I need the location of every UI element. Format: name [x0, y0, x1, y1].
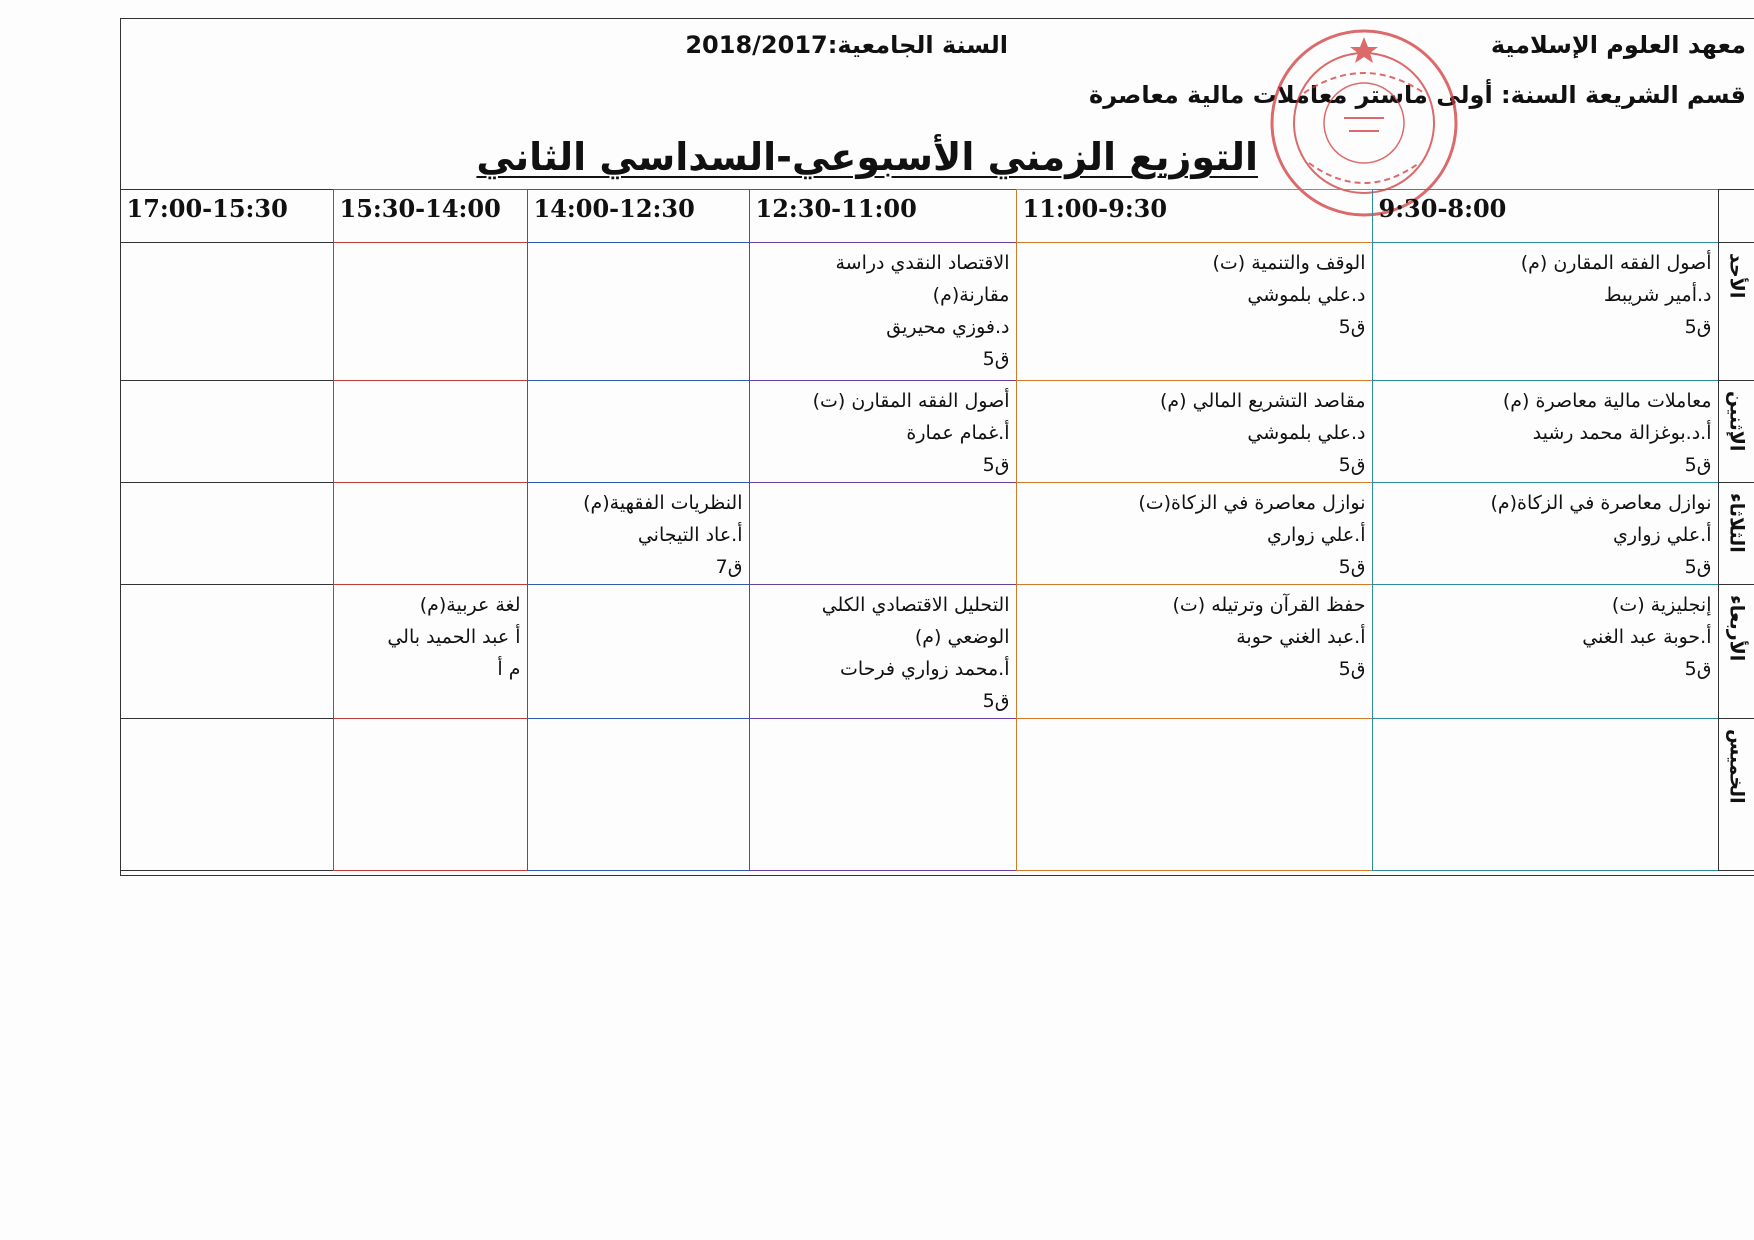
cell-line: أ.عبد الغني حوبة [1236, 626, 1366, 648]
time-slot: 12:30-11:00 [749, 190, 1016, 243]
cell-line: د.علي بلموشي [1247, 284, 1366, 306]
cell-line: ق5 [982, 454, 1010, 476]
cell-line: حفظ القرآن وترتيله (ت) [1172, 594, 1366, 616]
schedule-cell [1016, 719, 1372, 871]
time-slot: 15:30-14:00 [333, 190, 527, 243]
schedule-cell [333, 719, 527, 871]
day-row [120, 381, 1754, 483]
day-cell [1718, 243, 1754, 381]
cell-line: الوقف والتنمية (ت) [1212, 252, 1366, 274]
schedule-cell [527, 381, 749, 483]
cell-line: معاملات مالية معاصرة (م) [1502, 390, 1712, 412]
day-label: الأحد [1725, 253, 1748, 299]
schedule-cell [527, 483, 749, 585]
schedule-cell [527, 585, 749, 719]
schedule-title: التوزيع الزمني الأسبوعي-السداسي الثاني [476, 135, 1258, 179]
cell-line: أصول الفقه المقارن (ت) [812, 390, 1010, 412]
institute-name: معهد العلوم الإسلامية [1490, 31, 1746, 59]
schedule-cell [1372, 381, 1718, 483]
cell-line: النظريات الفقهية(م) [583, 492, 743, 514]
cell-line: إنجليزية (ت) [1611, 594, 1712, 616]
schedule-cell [333, 585, 527, 719]
cell-line: أ.عاد التيجاني [637, 524, 743, 546]
cell-line: د.فوزي محيريق [886, 316, 1010, 338]
cell-line: د.أمير شريبط [1603, 284, 1712, 306]
time-slot: 17:00-15:30 [120, 190, 333, 243]
schedule-cell [120, 585, 333, 719]
schedule-cell [749, 585, 1016, 719]
day-label: الخميس [1725, 729, 1748, 804]
cell-line: م أ [497, 658, 521, 680]
cell-line: نوازل معاصرة في الزكاة(م) [1490, 492, 1712, 514]
day-cell [1718, 381, 1754, 483]
cell-line: مقاصد التشريع المالي (م) [1160, 390, 1366, 412]
cell-line: ق5 [1338, 454, 1366, 476]
schedule-cell [1016, 243, 1372, 381]
day-row [120, 719, 1754, 871]
day-cell [1718, 719, 1754, 871]
cell-line: ق5 [982, 690, 1010, 712]
day-label: الأربعاء [1725, 595, 1748, 662]
day-cell [1718, 585, 1754, 719]
day-label: الإثنين [1725, 391, 1748, 452]
day-row [120, 585, 1754, 719]
cell-line: ق5 [1338, 556, 1366, 578]
schedule-cell [333, 483, 527, 585]
schedule-cell [1372, 483, 1718, 585]
cell-line: أ.غمام عمارة [906, 422, 1010, 444]
schedule-cell [1372, 585, 1718, 719]
schedule-cell [1372, 243, 1718, 381]
header [121, 19, 1754, 189]
cell-line: الاقتصاد النقدي دراسة [835, 252, 1010, 274]
timetable [120, 189, 1754, 871]
day-corner [1718, 190, 1754, 243]
cell-line: أصول الفقه المقارن (م) [1520, 252, 1712, 274]
schedule-cell [120, 483, 333, 585]
cell-line: التحليل الاقتصادي الكلي [821, 594, 1010, 616]
schedule-cell [527, 719, 749, 871]
day-row [120, 243, 1754, 381]
department-line: قسم الشريعة السنة: أولى ماستر معاملات مالية معاصرة [1089, 81, 1746, 109]
cell-line: ق5 [1338, 658, 1366, 680]
day-row [120, 483, 1754, 585]
time-header-row [120, 190, 1754, 243]
cell-line: ق5 [1684, 454, 1712, 476]
schedule-cell [1016, 381, 1372, 483]
schedule-cell [749, 243, 1016, 381]
cell-line: لغة عربية(م) [419, 594, 521, 616]
cell-line: مقارنة(م) [932, 284, 1010, 306]
cell-line: أ.علي زواري [1613, 524, 1712, 546]
schedule-cell [333, 381, 527, 483]
schedule-cell [120, 719, 333, 871]
time-slot: 11:00-9:30 [1016, 190, 1372, 243]
cell-line: ق5 [1684, 316, 1712, 338]
cell-line: أ.محمد زواري فرحات [840, 658, 1010, 680]
day-cell [1718, 483, 1754, 585]
day-label: الثلاثاء [1725, 493, 1748, 553]
cell-line: ق5 [982, 348, 1010, 370]
schedule-cell [120, 381, 333, 483]
time-slot: 9:30-8:00 [1372, 190, 1718, 243]
schedule-cell [333, 243, 527, 381]
cell-line: ق5 [1684, 658, 1712, 680]
cell-line: الوضعي (م) [914, 626, 1010, 648]
schedule-cell [749, 381, 1016, 483]
schedule-cell [749, 483, 1016, 585]
schedule-cell [1016, 585, 1372, 719]
cell-line: أ.د.بوغزالة محمد رشيد [1532, 422, 1712, 444]
cell-line: أ عبد الحميد بالي [387, 626, 521, 648]
time-slot: 14:00-12:30 [527, 190, 749, 243]
schedule-cell [749, 719, 1016, 871]
schedule-cell [1372, 719, 1718, 871]
cell-line: ق5 [1338, 316, 1366, 338]
cell-line: نوازل معاصرة في الزكاة(ت) [1138, 492, 1366, 514]
cell-line: أ.حوبة عبد الغني [1582, 626, 1712, 648]
cell-line: د.علي بلموشي [1247, 422, 1366, 444]
academic-year: السنة الجامعية:2018/2017 [685, 31, 1008, 59]
cell-line: أ.علي زواري [1267, 524, 1366, 546]
schedule-sheet [120, 18, 1754, 876]
schedule-cell [120, 243, 333, 381]
cell-line: ق5 [1684, 556, 1712, 578]
schedule-cell [1016, 483, 1372, 585]
schedule-cell [527, 243, 749, 381]
cell-line: ق7 [715, 556, 743, 578]
